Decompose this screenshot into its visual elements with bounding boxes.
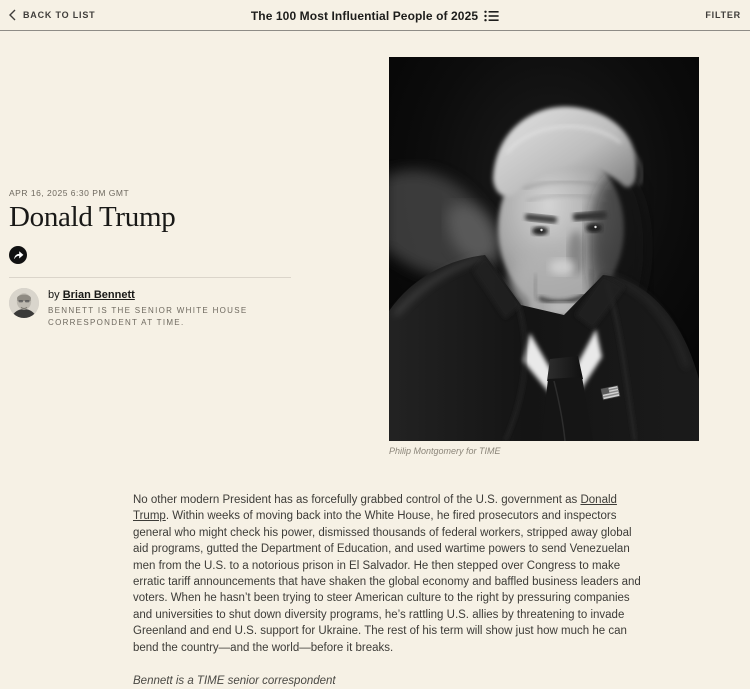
page-title: The 100 Most Influential People of 2025 <box>250 8 479 23</box>
article-credit: Bennett is a TIME senior correspondent <box>133 675 336 688</box>
author-role: BENNETT IS THE SENIOR WHITE HOUSE CORRESPONDENT AT TIME. <box>48 305 248 327</box>
list-icon[interactable] <box>484 10 499 22</box>
author-avatar <box>9 288 39 318</box>
chevron-left-icon <box>9 9 17 21</box>
article-date: APR 16, 2025 6:30 PM GMT <box>9 188 130 198</box>
photo-caption: Philip Montgomery for TIME <box>389 446 501 456</box>
body-text-before: No other modern President has as forcefully grabbed control of the U.S. government as <box>133 494 581 506</box>
body-text-after: . Within weeks of moving back into the White House, he fired prosecutors and inspectors general who might check his power, dismissed thousands of federal workers, stripped away global aid programs, gutted the Department of Education, and used wartime powers to send Venezuelan men from the U.S. to a notorious prison in El Salvador. He then stepped over Congress to make erratic tariff announcements that have shaken the global economy and baffled business leaders and voters. When he hasn’t been trying to steer American culture to the right by pressuring companies and universities to shut down diversity programs, he’s rattling U.S. allies by threatening to invade Greenland and end U.S. support for Ukraine. The rest of his term will show just how much he can bend the country—and the world—before it breaks. <box>133 510 641 654</box>
filter-button[interactable]: FILTER <box>705 10 741 20</box>
author-link[interactable]: Brian Bennett <box>62 288 135 301</box>
article-header <box>9 188 309 329</box>
share-arrow-icon <box>9 246 27 264</box>
article-paragraph <box>133 492 646 656</box>
byline-prefix: by <box>48 288 63 301</box>
portrait-figure <box>389 57 699 456</box>
byline <box>9 288 309 329</box>
byline-divider <box>9 277 291 278</box>
portrait-photo <box>389 57 699 441</box>
donald-trump-link[interactable]: Donald Trump <box>133 494 617 523</box>
share-button[interactable] <box>9 246 27 264</box>
top-bar <box>0 0 750 31</box>
back-to-list-link[interactable] <box>9 9 95 21</box>
article-headline: Donald Trump <box>9 201 176 233</box>
topbar-title-group <box>0 0 750 31</box>
back-to-list-label: BACK TO LIST <box>23 10 96 20</box>
byline-text <box>48 288 304 329</box>
article-body <box>133 492 646 689</box>
